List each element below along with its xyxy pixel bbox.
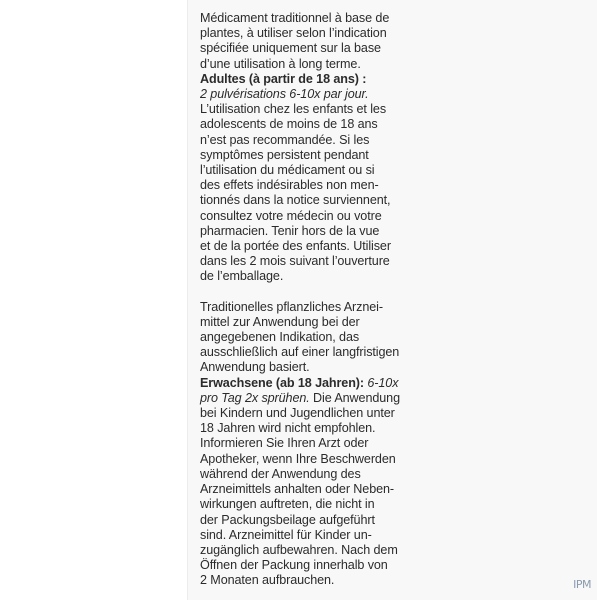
- de-dosage-line-2: [200, 391, 400, 406]
- fr-body-line: L’utilisation chez les enfants et les: [200, 102, 387, 117]
- fr-intro-line: spécifiée uniquement sur la base: [200, 41, 381, 56]
- section-gap: [200, 285, 400, 300]
- fr-intro-line: Médicament traditionnel à base de: [200, 11, 390, 25]
- fr-body-line: consultez votre médecin ou votre: [200, 208, 382, 223]
- de-body-line: 18 Jahren wird nicht empfohlen.: [200, 421, 376, 436]
- fr-body-line: des effets indésirables non men-: [200, 178, 379, 193]
- de-body-line: Informieren Sie Ihren Arzt oder: [200, 436, 369, 451]
- fr-body-line: pharmacien. Tenir hors de la vue: [200, 223, 380, 238]
- de-body-start: Die Anwendung: [309, 390, 400, 405]
- de-body-line: bei Kindern und Jugendlichen unter: [200, 406, 395, 421]
- fr-body-line: dans les 2 mois suivant l’ouverture: [200, 254, 390, 269]
- de-dosage-line: [200, 376, 400, 391]
- de-dosage-inline: 6-10x: [364, 375, 399, 390]
- de-body-line: Arzneimittels anhalten oder Neben-: [200, 482, 395, 497]
- watermark-logo: IPM: [573, 578, 591, 591]
- fr-body-line: tionnés dans la notice surviennent,: [200, 193, 391, 208]
- de-body-line: Apotheker, wenn Ihre Beschwerden: [200, 451, 396, 466]
- de-intro-line: angegebenen Indikation, das: [200, 330, 360, 345]
- fr-body-line: adolescents de moins de 18 ans: [200, 117, 378, 132]
- de-body-line: der Packungsbeilage aufgeführt: [200, 512, 375, 527]
- fr-body-line: n’est pas recommandée. Si les: [200, 132, 370, 147]
- de-body-line: sind. Arzneimittel für Kinder un-: [200, 527, 372, 542]
- fr-body-line: de l’emballage.: [200, 269, 284, 284]
- de-body-line: während der Anwendung des: [200, 466, 361, 481]
- de-body-line: 2 Monaten aufbrauchen.: [200, 573, 335, 588]
- de-dosage-heading: Erwachsene (ab 18 Jahren):: [200, 375, 364, 390]
- de-intro-line: mittel zur Anwendung bei der: [200, 314, 360, 329]
- fr-body-line: et de la portée des enfants. Utiliser: [200, 239, 391, 254]
- de-intro-line: ausschließlich auf einer langfristigen: [200, 345, 400, 360]
- de-body-line: wirkungen auftreten, die nicht in: [200, 497, 375, 512]
- de-body-line: Öffnen der Packung innerhalb von: [200, 558, 388, 573]
- fr-intro-line: plantes, à utiliser selon l’indication: [200, 26, 387, 41]
- fr-dosage: 2 pulvérisations 6-10x par jour.: [200, 87, 369, 102]
- de-body-line: zugänglich aufbewahren. Nach dem: [200, 542, 398, 557]
- de-intro-line: Traditionelles pflanzliches Arznei-: [200, 299, 383, 314]
- fr-dosage-heading: Adultes (à partir de 18 ans) :: [200, 71, 367, 86]
- fr-intro-line: d’une utilisation à long terme.: [200, 56, 361, 71]
- package-leaflet-text: [200, 11, 400, 589]
- de-intro-line: Anwendung basiert.: [200, 360, 310, 375]
- fr-body-line: symptômes persistent pendant: [200, 147, 369, 162]
- de-dosage-continued: pro Tag 2x sprühen.: [200, 390, 310, 405]
- fr-body-line: l’utilisation du médicament ou si: [200, 163, 375, 178]
